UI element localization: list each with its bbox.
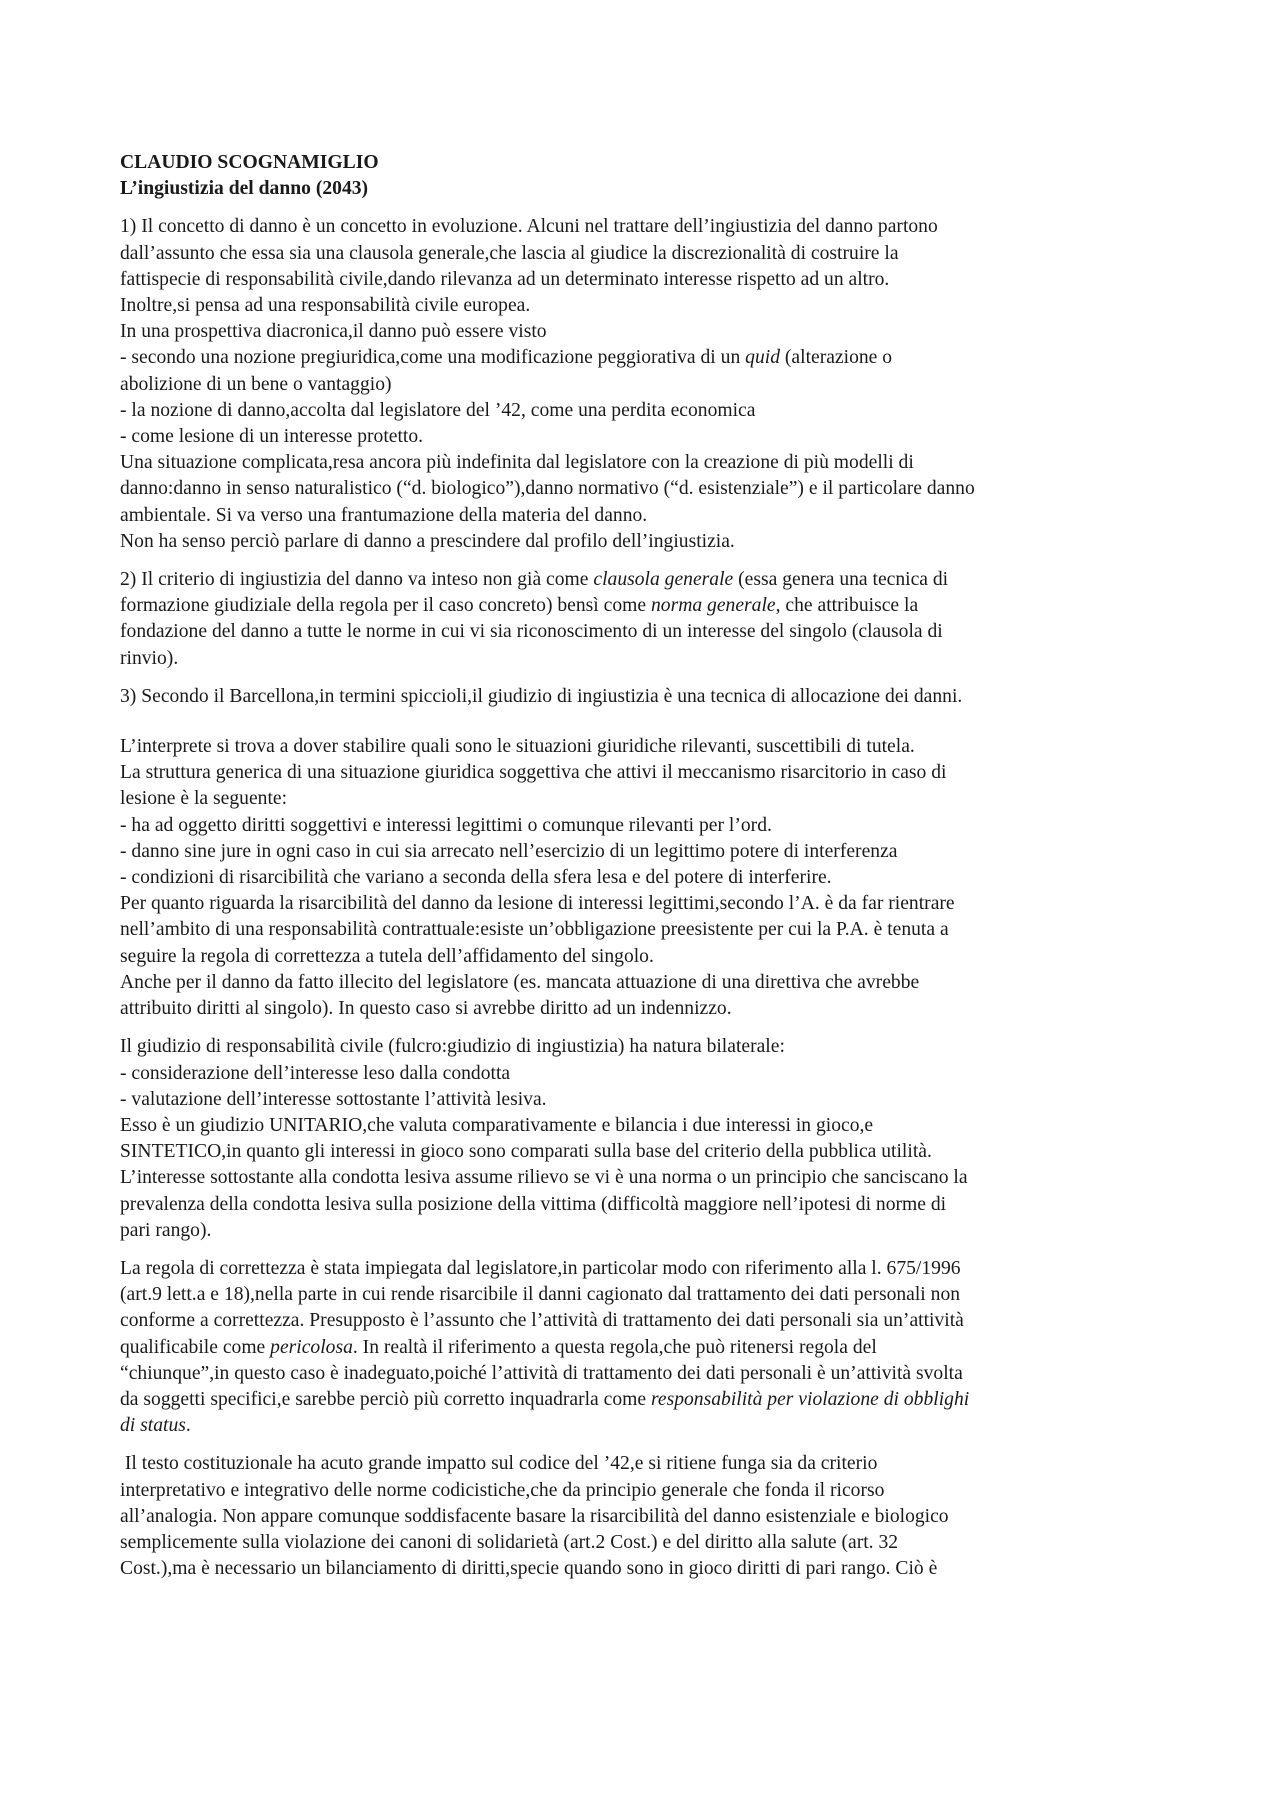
document-page <box>120 150 1160 1582</box>
text-line: Il testo costituzionale ha acuto grande impatto sul codice del ’42,e si ritiene funga sia da criterio <box>120 1453 878 1475</box>
text-line: “chiunque”,in questo caso è inadeguato,poiché l’attività di trattamento dei dati personali è un’attività svolta <box>120 1362 963 1384</box>
text-line: In una prospettiva diacronica,il danno può essere visto <box>120 321 547 343</box>
text-line: Inoltre,si pensa ad una responsabilità civile europea. <box>120 295 531 317</box>
italic-term: norma generale <box>650 595 776 617</box>
text-line: - danno sine jure in ogni caso in cui sia arrecato nell’esercizio di un legittimo potere di interferenza <box>120 840 898 862</box>
text-line: interpretativo e integrativo delle norme codicistiche,che da principio generale che fonda il ricorso <box>120 1479 885 1501</box>
text-line: seguire la regola di correttezza a tutela dell’affidamento del singolo. <box>120 945 654 967</box>
paragraph-section-7 <box>120 1451 1160 1582</box>
text-line: SINTETICO,in quanto gli interessi in gioco sono comparati sulla base del criterio della pubblica utilità. <box>120 1141 932 1163</box>
italic-term: clausola generale <box>593 569 734 591</box>
text-line: nell’ambito di una responsabilità contrattuale:esiste un’obbligazione preesistente per cui la P.A. è tenuta a <box>120 919 949 941</box>
paragraph-section-4 <box>120 734 1160 1022</box>
text-fragment: . In realtà il riferimento a questa regola,che può ritenersi regola del <box>352 1336 877 1358</box>
italic-term: di status <box>120 1415 186 1437</box>
text-line <box>120 345 1160 371</box>
italic-term: responsabilità per violazione di obblighi <box>650 1388 970 1410</box>
paragraph-section-2 <box>120 567 1160 672</box>
paragraph-section-5 <box>120 1034 1160 1244</box>
text-line <box>120 1387 1160 1413</box>
text-line: La struttura generica di una situazione giuridica soggettiva che attivi il meccanismo risarcitorio in caso di <box>120 762 947 784</box>
author-name: CLAUDIO SCOGNAMIGLIO <box>120 152 379 173</box>
text-line <box>120 1335 1160 1361</box>
text-line: Cost.),ma è necessario un bilanciamento di diritti,specie quando sono in gioco diritti di pari rango. Ciò è <box>120 1558 938 1580</box>
text-line: Il giudizio di responsabilità civile (fulcro:giudizio di ingiustizia) ha natura bilaterale: <box>120 1036 785 1058</box>
text-line: (art.9 lett.a e 18),nella parte in cui rende risarcibile il danni cagionato dal trattamento dei dati personali non <box>120 1284 961 1306</box>
text-line: L’interesse sottostante alla condotta lesiva assume rilievo se vi è una norma o un principio che sanciscano la <box>120 1167 968 1189</box>
text-fragment: , che attribuisce la <box>775 595 919 617</box>
text-line: all’analogia. Non appare comunque soddisfacente basare la risarcibilità del danno esistenziale e biologico <box>120 1505 949 1527</box>
text-line: - valutazione dell’interesse sottostante l’attività lesiva. <box>120 1088 547 1110</box>
text-line <box>120 593 1160 619</box>
text-line: Anche per il danno da fatto illecito del legislatore (es. mancata attuazione di una direttiva che avrebbe <box>120 971 920 993</box>
text-line: La regola di correttezza è stata impiegata dal legislatore,in particolar modo con riferimento alla l. 675/1996 <box>120 1257 961 1279</box>
text-line: rinvio). <box>120 647 179 669</box>
text-line: attribuito diritti al singolo). In questo caso si avrebbe diritto ad un indennizzo. <box>120 998 732 1020</box>
text-line: Una situazione complicata,resa ancora più indefinita dal legislatore con la creazione di più modelli di <box>120 452 914 474</box>
text-fragment: 2) Il criterio di ingiustizia del danno va inteso non già come <box>120 569 594 591</box>
text-line: semplicemente sulla violazione dei canoni di solidarietà (art.2 Cost.) e del diritto alla salute (art. 32 <box>120 1531 899 1553</box>
paragraph-section-6 <box>120 1256 1160 1439</box>
text-line: pari rango). <box>120 1219 212 1241</box>
paragraph-section-1 <box>120 214 1160 555</box>
text-line: - la nozione di danno,accolta dal legislatore del ’42, come una perdita economica <box>120 399 756 421</box>
text-line: Per quanto riguarda la risarcibilità del danno da lesione di interessi legittimi,secondo l’A. è da far rientrare <box>120 893 955 915</box>
text-line: - considerazione dell’interesse leso dalla condotta <box>120 1062 511 1084</box>
document-title: L’ingiustizia del danno (2043) <box>120 178 369 200</box>
text-line: dall’assunto che essa sia una clausola generale,che lascia al giudice la discrezionalità di costruire la <box>120 242 899 264</box>
text-line: danno:danno in senso naturalistico (“d. biologico”),danno normativo (“d. esistenziale”) e il particolare danno <box>120 478 975 500</box>
text-fragment: (alterazione o <box>780 347 893 369</box>
text-line: abolizione di un bene o vantaggio) <box>120 373 392 395</box>
text-line: ambientale. Si va verso una frantumazione della materia del danno. <box>120 504 648 526</box>
text-line: lesione è la seguente: <box>120 788 288 810</box>
text-line: prevalenza della condotta lesiva sulla posizione della vittima (difficoltà maggiore nell’ipotesi di norme di <box>120 1193 947 1215</box>
text-line: Non ha senso perciò parlare di danno a prescindere dal profilo dell’ingiustizia. <box>120 530 735 552</box>
text-line: 3) Secondo il Barcellona,in termini spiccioli,il giudizio di ingiustizia è una tecnica di allocazione dei danni. <box>120 685 963 707</box>
italic-term: quid <box>745 347 780 369</box>
text-line <box>120 1413 1160 1439</box>
paragraph-section-3 <box>120 684 1160 710</box>
text-line: - ha ad oggetto diritti soggettivi e interessi legittimi o comunque rilevanti per l’ord. <box>120 814 772 836</box>
document-header <box>120 150 1160 202</box>
text-line: - condizioni di risarcibilità che variano a seconda della sfera lesa e del potere di interferire. <box>120 867 832 889</box>
text-fragment: (essa genera una tecnica di <box>733 569 949 591</box>
text-line: fattispecie di responsabilità civile,dando rilevanza ad un determinato interesse rispetto ad un altro. <box>120 268 890 290</box>
text-line: fondazione del danno a tutte le norme in cui vi sia riconoscimento di un interesse del singolo (clausola di <box>120 621 943 643</box>
text-fragment: . <box>185 1415 191 1437</box>
italic-term: pericolosa <box>270 1336 353 1358</box>
text-fragment: - secondo una nozione pregiuridica,come una modificazione peggiorativa di un <box>120 347 746 369</box>
text-fragment: qualificabile come <box>120 1336 271 1358</box>
text-line: Esso è un giudizio UNITARIO,che valuta comparativamente e bilancia i due interessi in gioco,e <box>120 1114 874 1136</box>
text-line: L’interprete si trova a dover stabilire quali sono le situazioni giuridiche rilevanti, suscettibili di tutela. <box>120 736 915 758</box>
text-line: - come lesione di un interesse protetto. <box>120 426 424 448</box>
text-line <box>120 567 1160 593</box>
text-line: conforme a correttezza. Presupposto è l’assunto che l’attività di trattamento dei dati personali sia un’attività <box>120 1310 964 1332</box>
text-line: 1) Il concetto di danno è un concetto in evoluzione. Alcuni nel trattare dell’ingiustizia del danno partono <box>120 216 938 238</box>
text-fragment: da soggetti specifici,e sarebbe perciò più corretto inquadrarla come <box>120 1388 651 1410</box>
text-fragment: formazione giudiziale della regola per il caso concreto) bensì come <box>120 595 651 617</box>
